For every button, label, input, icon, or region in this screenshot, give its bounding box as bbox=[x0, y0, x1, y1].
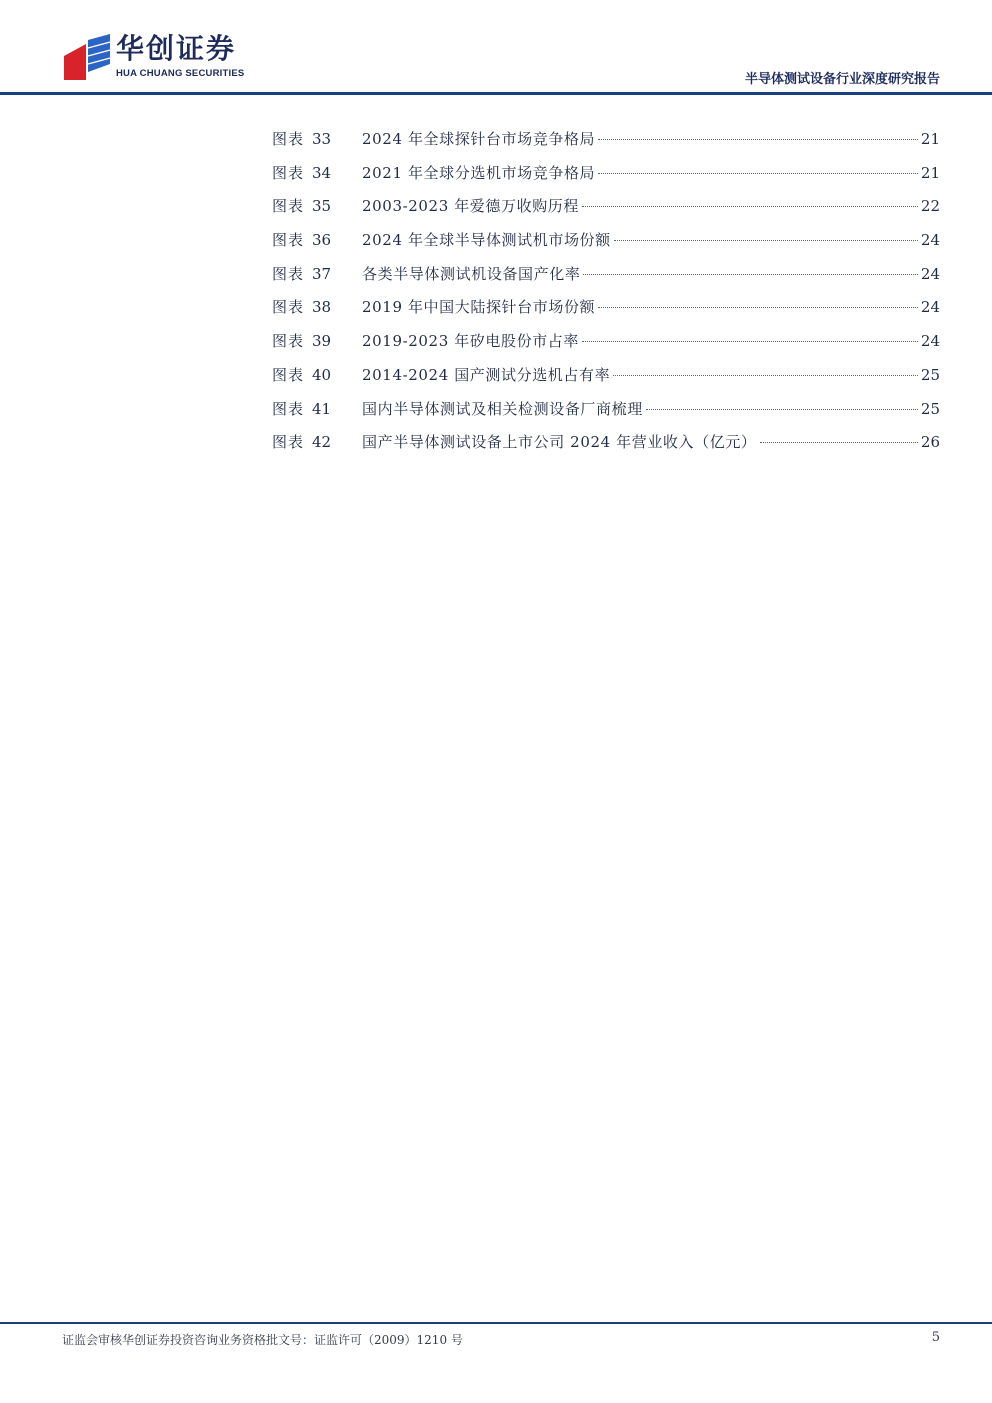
toc-entry-page: 21 bbox=[920, 130, 940, 148]
toc-entry-label: 图表 bbox=[272, 231, 305, 250]
toc-entry-label: 图表 bbox=[272, 365, 305, 384]
toc-entry-page: 21 bbox=[920, 163, 940, 182]
toc-entry-page: 24 bbox=[920, 231, 940, 250]
toc-entry-number: 41 bbox=[312, 399, 332, 418]
toc-entry-label: 图表 bbox=[272, 163, 305, 182]
report-title: 半导体测试设备行业深度研究报告 bbox=[744, 72, 940, 87]
toc-entry-label: 图表 bbox=[272, 197, 305, 216]
toc-entry-page: 24 bbox=[920, 332, 940, 351]
footer-license: 证监会审核华创证券投资咨询业务资格批文号：证监许可（2009）1210 号 bbox=[62, 1333, 463, 1347]
toc-entry-label: 图表 bbox=[272, 298, 305, 317]
toc-dot-leader bbox=[598, 138, 918, 140]
toc-dot-leader bbox=[598, 172, 918, 174]
toc-dot-leader bbox=[646, 408, 918, 410]
header-divider bbox=[0, 92, 992, 95]
logo-chinese-name: 华创证券 bbox=[116, 32, 237, 65]
toc-entry-page: 22 bbox=[920, 197, 940, 216]
toc-entry-title: 2024 年全球半导体测试机市场份额 bbox=[362, 231, 611, 250]
footer-divider bbox=[0, 1322, 992, 1324]
toc-dot-leader bbox=[613, 374, 918, 376]
toc-entry[interactable] bbox=[272, 160, 940, 194]
toc-entry-label: 图表 bbox=[272, 264, 305, 283]
toc-entry-label: 图表 bbox=[272, 433, 305, 452]
toc-entry-page: 24 bbox=[920, 264, 940, 283]
toc-entry-title: 2021 年全球分选机市场竞争格局 bbox=[362, 163, 596, 182]
toc-dot-leader bbox=[582, 205, 918, 207]
toc-dot-leader bbox=[614, 239, 918, 241]
toc-entry[interactable] bbox=[272, 193, 940, 227]
toc-entry-label: 图表 bbox=[272, 332, 305, 351]
toc-entry-number: 37 bbox=[312, 264, 332, 283]
toc-entry-page: 26 bbox=[920, 433, 940, 452]
toc-entry[interactable] bbox=[272, 396, 940, 430]
figure-index-list bbox=[272, 126, 940, 463]
toc-entry-page: 25 bbox=[920, 399, 940, 418]
toc-dot-leader bbox=[598, 306, 918, 308]
toc-entry-title: 国内半导体测试及相关检测设备厂商梳理 bbox=[362, 399, 643, 418]
toc-entry-title: 2019-2023 年矽电股份市占率 bbox=[362, 332, 580, 351]
page-number: 5 bbox=[931, 1330, 940, 1345]
toc-entry[interactable] bbox=[272, 294, 940, 328]
toc-dot-leader bbox=[583, 273, 917, 275]
toc-entry-title: 国产半导体测试设备上市公司 2024 年营业收入（亿元） bbox=[362, 433, 757, 452]
toc-entry-label: 图表 bbox=[272, 130, 305, 148]
page-header bbox=[0, 0, 992, 96]
logo-english-name: HUA CHUANG SECURITIES bbox=[116, 68, 245, 79]
toc-entry-page: 24 bbox=[920, 298, 940, 317]
toc-entry-title: 各类半导体测试机设备国产化率 bbox=[362, 264, 581, 283]
company-logo bbox=[64, 32, 254, 84]
toc-entry-number: 38 bbox=[312, 298, 332, 317]
toc-entry-title: 2024 年全球探针台市场竞争格局 bbox=[362, 130, 596, 148]
toc-entry[interactable] bbox=[272, 126, 940, 160]
toc-entry-title: 2014-2024 国产测试分选机占有率 bbox=[362, 365, 611, 384]
toc-dot-leader bbox=[760, 441, 918, 443]
toc-entry[interactable] bbox=[272, 328, 940, 362]
toc-entry-label: 图表 bbox=[272, 399, 305, 418]
toc-entry-number: 33 bbox=[312, 130, 332, 148]
toc-entry[interactable] bbox=[272, 261, 940, 295]
toc-entry-number: 34 bbox=[312, 163, 332, 182]
toc-entry[interactable] bbox=[272, 227, 940, 261]
toc-entry-title: 2003-2023 年爱德万收购历程 bbox=[362, 197, 580, 216]
logo-mark-icon bbox=[64, 34, 110, 80]
toc-entry[interactable] bbox=[272, 429, 940, 463]
toc-entry-number: 42 bbox=[312, 433, 332, 452]
toc-entry-number: 36 bbox=[312, 231, 332, 250]
toc-entry-number: 40 bbox=[312, 365, 332, 384]
toc-entry[interactable] bbox=[272, 362, 940, 396]
toc-entry-number: 39 bbox=[312, 332, 332, 351]
toc-entry-title: 2019 年中国大陆探针台市场份额 bbox=[362, 298, 596, 317]
toc-entry-number: 35 bbox=[312, 197, 332, 216]
toc-dot-leader bbox=[582, 340, 918, 342]
toc-entry-page: 25 bbox=[920, 365, 940, 384]
